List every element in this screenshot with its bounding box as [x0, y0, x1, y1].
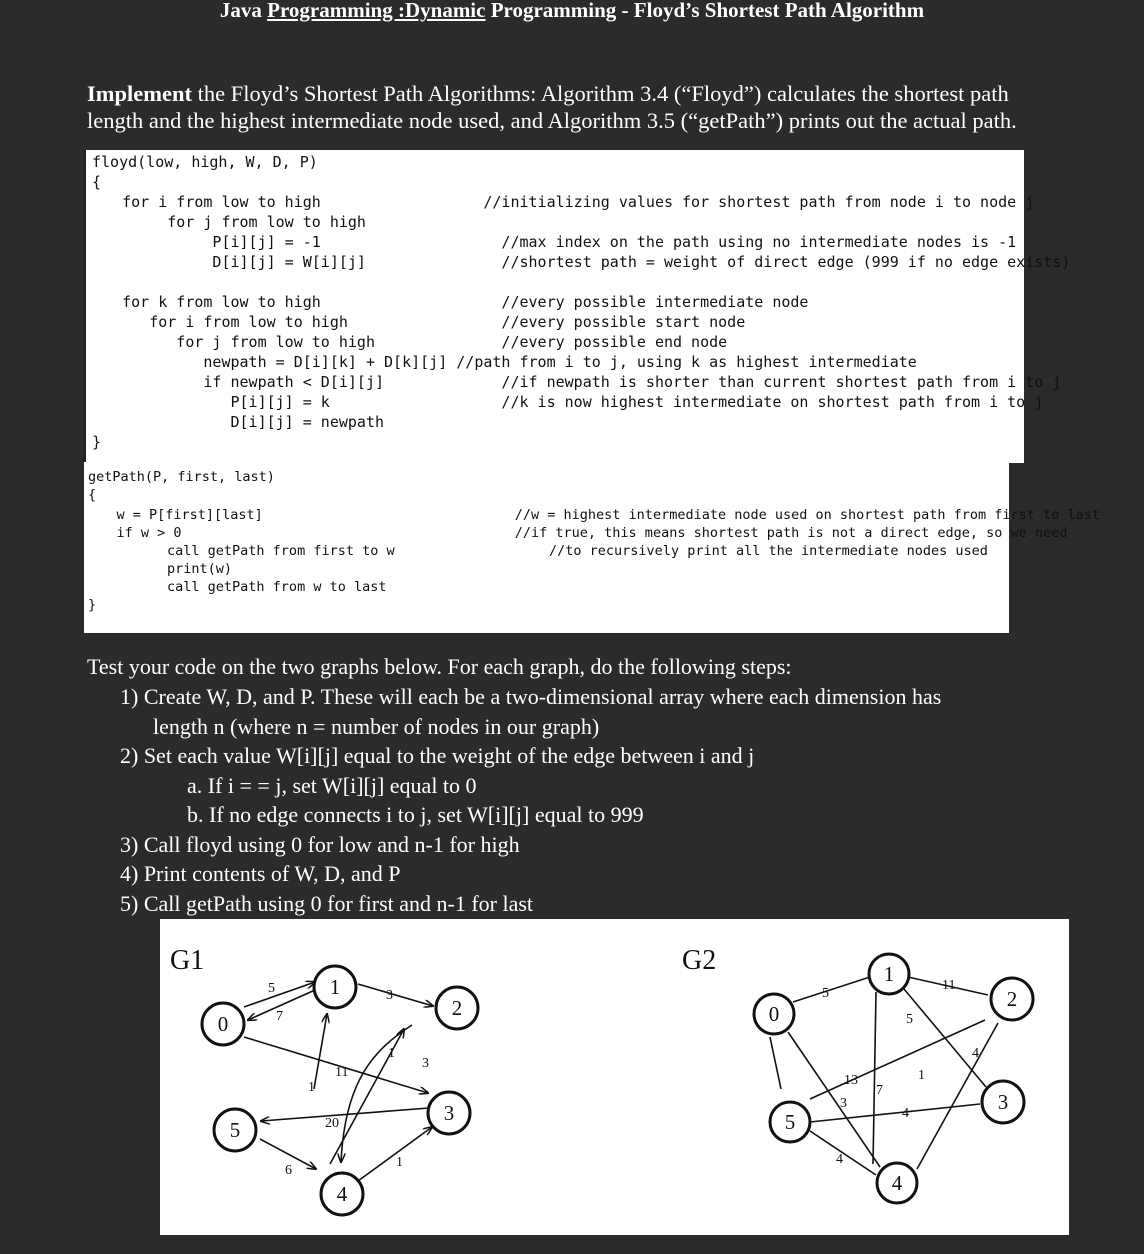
g2-node-label: 3	[997, 1090, 1009, 1114]
g2-weights	[822, 978, 979, 1167]
g2-weight: 3	[840, 1096, 847, 1111]
intro-text: the Floyd’s Shortest Path Algorithms: Algorithm 3.4 (“Floyd”) calculates the shortest path length and the highest intermediate node used, and Algorithm 3.5 (“getPath”) prints out the actual path.	[87, 81, 1017, 133]
g1-weight: 3	[386, 988, 393, 1003]
g2-nodes	[754, 954, 1033, 1203]
code-line: for i from low to high //every possible start node	[86, 313, 746, 331]
step-2b: b. If no edge connects i to j, set W[i][j] equal to 999	[187, 802, 644, 827]
code-line: call getPath from w to last	[102, 579, 387, 595]
g2-weight: 5	[906, 1012, 913, 1027]
g2-edge-5-3	[810, 1104, 980, 1122]
g1-weight: 20	[325, 1116, 339, 1131]
intro-paragraph	[87, 80, 1047, 134]
step-3: 3) Call floyd using 0 for low and n-1 for high	[120, 832, 520, 857]
code-line: for i from low to high //initializing values for shortest path from node i to node j	[86, 193, 1035, 211]
code-line: P[i][j] = k //k is now highest intermediate on shortest path from i to j	[86, 393, 1044, 411]
g2-weight: 4	[972, 1046, 979, 1061]
g1-node-label: 1	[329, 975, 341, 999]
g1-edge-1-2	[358, 984, 433, 1006]
step-1: 1) Create W, D, and P. These will each be a two-dimensional array where each dimension has	[120, 684, 942, 709]
g2-node-label: 0	[768, 1002, 780, 1026]
g1-node-label: 5	[229, 1118, 241, 1142]
g1-weight: 11	[335, 1065, 349, 1080]
g2-weight: 1	[918, 1068, 925, 1083]
g1-edge-2-4	[341, 1025, 412, 1162]
g1-weight: 1	[388, 1046, 395, 1061]
instructions-intro: Test your code on the two graphs below. For each graph, do the following steps:	[87, 654, 792, 679]
code-line: newpath = D[i][k] + D[k][j] //path from i to j, using k as highest intermediate	[86, 353, 917, 371]
code-line: D[i][j] = W[i][j] //shortest path = weight of direct edge (999 if no edge exists)	[86, 253, 1071, 271]
g2-weight: 11	[942, 978, 956, 993]
g1-node-label: 4	[336, 1182, 348, 1206]
g1-weights	[268, 981, 429, 1178]
g2-weight: 4	[902, 1106, 909, 1121]
graphs-svg	[160, 919, 1069, 1235]
g2-node-label: 5	[784, 1110, 796, 1134]
page-title	[0, 0, 1144, 23]
g2-edge-5-2	[810, 1020, 985, 1099]
g2-edge-5-4	[810, 1131, 876, 1175]
code-line: call getPath from first to w //to recursively print all the intermediate nodes used	[102, 543, 988, 559]
code-line: D[i][j] = newpath	[86, 413, 385, 431]
code-line: P[i][j] = -1 //max index on the path using no intermediate nodes is -1	[86, 233, 1017, 251]
code-line: if w > 0 //if true, this means shortest path is not a direct edge, so we need	[84, 525, 1068, 541]
g1-nodes	[202, 966, 478, 1215]
step-1-cont: length n (where n = number of nodes in our graph)	[153, 714, 600, 739]
intro-bold: Implement	[87, 81, 192, 106]
g2-weight: 13	[844, 1073, 858, 1088]
step-2a: a. If i = = j, set W[i][j] equal to 0	[187, 773, 477, 798]
step-4: 4) Print contents of W, D, and P	[120, 861, 401, 886]
title-part-2: Programming :Dynamic	[267, 0, 486, 22]
g2-label: G2	[682, 945, 717, 976]
g2-node-label: 4	[891, 1171, 903, 1195]
g2-edge-0-1	[793, 977, 870, 1002]
code-line: if newpath < D[i][j] //if newpath is shorter than current shortest path from i to j	[86, 373, 1062, 391]
code-line: {	[92, 173, 102, 191]
g2-weight: 5	[822, 986, 829, 1001]
code-line: getPath(P, first, last)	[88, 469, 275, 485]
title-part-3: Programming - Floyd’s Shortest Path Algorithm	[485, 0, 925, 22]
g1-weight: 7	[276, 1009, 283, 1024]
g1-node-label: 0	[217, 1012, 229, 1036]
g1-weight: 1	[396, 1155, 403, 1170]
g1-node-label: 3	[443, 1101, 455, 1125]
code-line: for j from low to high	[86, 213, 366, 231]
g1-edge-4-3	[358, 1127, 432, 1181]
g2-weight: 7	[876, 1083, 883, 1098]
floyd-code-block	[84, 150, 1071, 463]
code-line: for j from low to high //every possible end node	[86, 333, 728, 351]
g2-node-label: 2	[1006, 987, 1018, 1011]
g2-edge-1-4	[873, 992, 876, 1164]
g1-node-labels	[218, 975, 463, 1206]
g2-weight: 4	[836, 1152, 843, 1167]
g1-label: G1	[170, 945, 205, 976]
title-part-1: Java	[219, 0, 268, 22]
code-line: for k from low to high //every possible intermediate node	[86, 293, 809, 311]
g2-edges	[770, 977, 998, 1175]
g1-weight: 5	[268, 981, 275, 996]
code-line: }	[92, 433, 102, 451]
g2-node-label: 1	[883, 962, 895, 986]
getpath-code-block	[84, 462, 1100, 633]
code-line: w = P[first][last] //w = highest intermediate node used on shortest path from first to last	[84, 507, 1100, 523]
graphs-figure	[160, 919, 1069, 1235]
code-line: {	[88, 487, 97, 503]
code-line: }	[88, 597, 97, 613]
g1-weight: 3	[422, 1056, 429, 1071]
g2-edge-0-5	[770, 1037, 781, 1089]
g1-weight: 1	[308, 1080, 315, 1095]
g1-weight: 6	[285, 1163, 292, 1178]
code-line: print(w)	[102, 561, 233, 577]
g1-edge-4-1	[314, 1014, 327, 1089]
g1-edges	[244, 982, 433, 1181]
step-2: 2) Set each value W[i][j] equal to the weight of the edge between i and j	[120, 743, 755, 768]
g1-node-label: 2	[451, 996, 463, 1020]
step-5: 5) Call getPath using 0 for first and n-1 for last	[120, 891, 534, 916]
g1-edge-3-5	[261, 1108, 429, 1121]
code-line: floyd(low, high, W, D, P)	[92, 153, 318, 171]
